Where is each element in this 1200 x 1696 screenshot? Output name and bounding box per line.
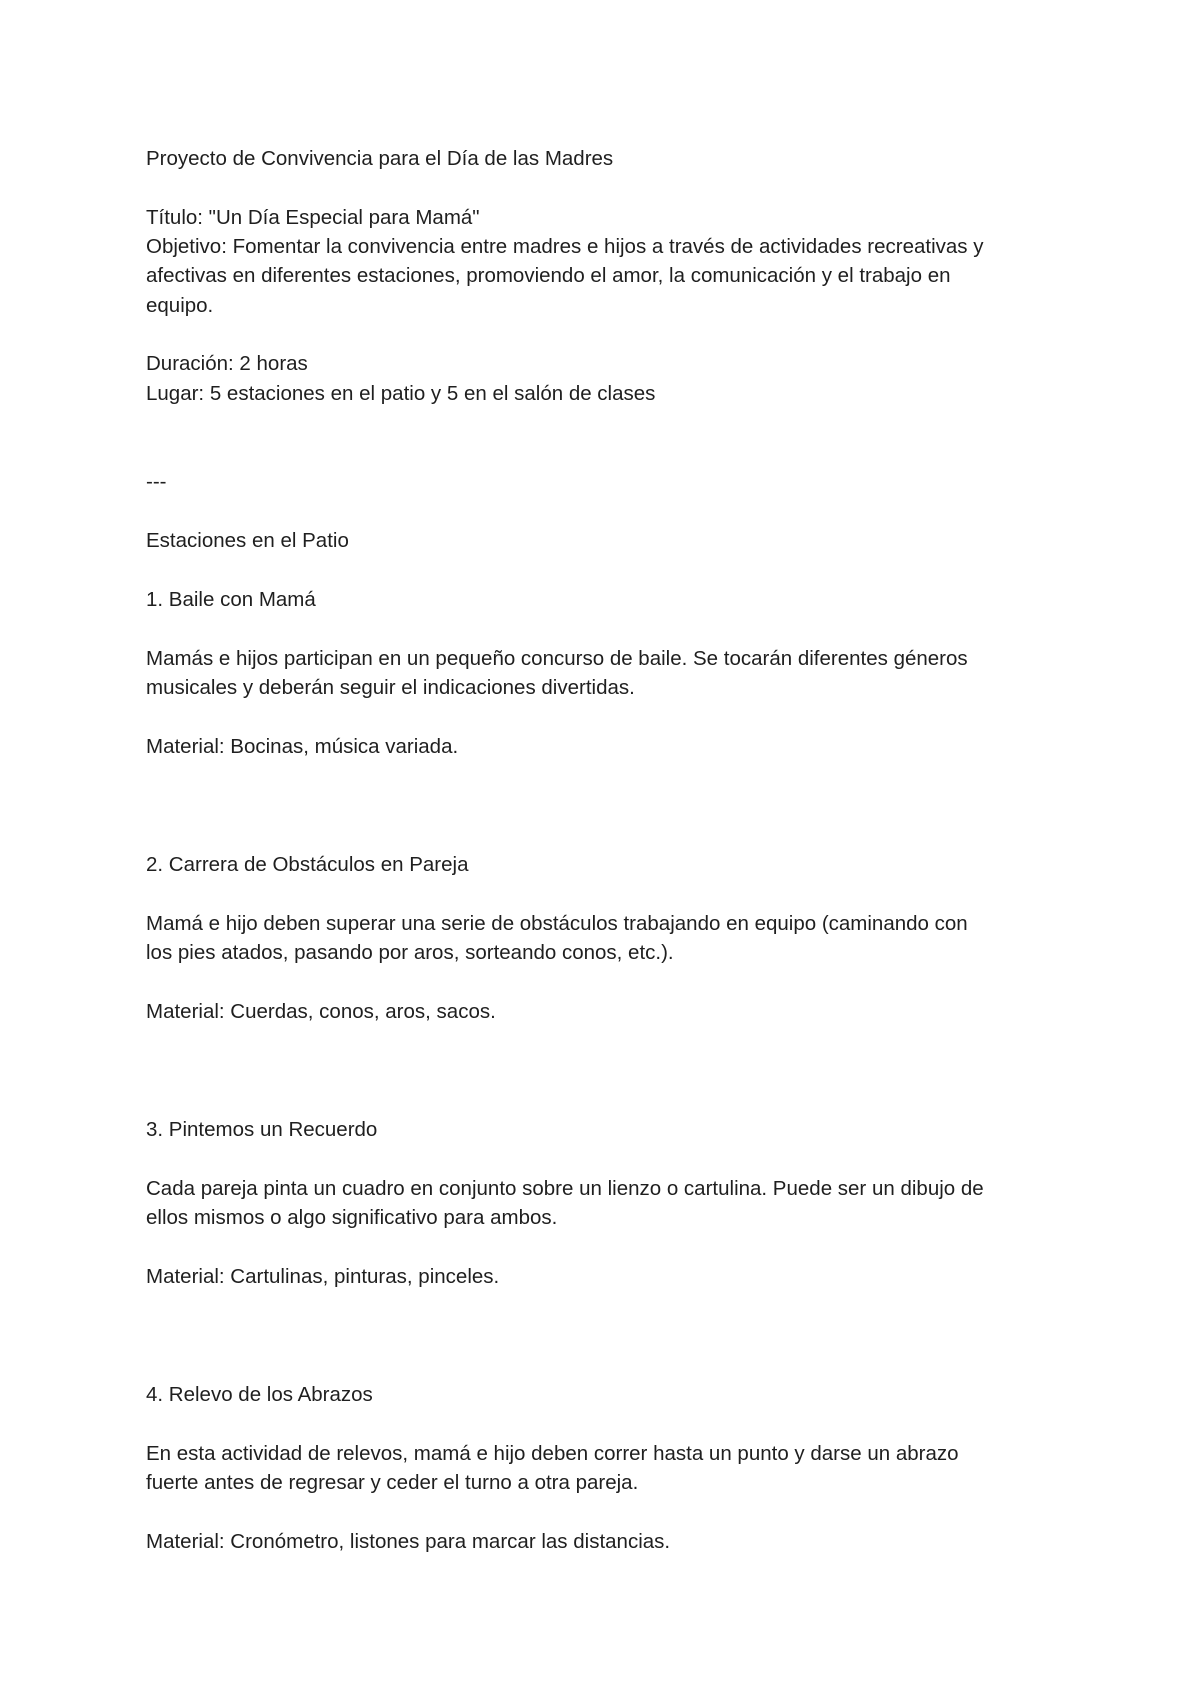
station-material: Material: Bocinas, música variada. bbox=[146, 735, 459, 758]
station-heading: 1. Baile con Mamá bbox=[146, 588, 316, 611]
section-heading: Estaciones en el Patio bbox=[146, 529, 349, 552]
station-material: Material: Cartulinas, pinturas, pinceles. bbox=[146, 1265, 500, 1288]
lugar-line: Lugar: 5 estaciones en el patio y 5 en el salón de clases bbox=[146, 382, 656, 405]
station-description-line: Mamá e hijo deben superar una serie de obstáculos trabajando en equipo (caminando con bbox=[146, 912, 968, 935]
station-heading: 2. Carrera de Obstáculos en Pareja bbox=[146, 853, 469, 876]
station-heading: 4. Relevo de los Abrazos bbox=[146, 1383, 373, 1406]
station-description-line: Mamás e hijos participan en un pequeño concurso de baile. Se tocarán diferentes géneros bbox=[146, 647, 968, 670]
station-material: Material: Cronómetro, listones para marcar las distancias. bbox=[146, 1530, 671, 1553]
station-heading: 3. Pintemos un Recuerdo bbox=[146, 1118, 378, 1141]
station-description-line: los pies atados, pasando por aros, sorteando conos, etc.). bbox=[146, 941, 674, 964]
station-description-line: ellos mismos o algo significativo para ambos. bbox=[146, 1206, 558, 1229]
station-description-line: musicales y deberán seguir el indicaciones divertidas. bbox=[146, 676, 635, 699]
station-description-line: fuerte antes de regresar y ceder el turno a otra pareja. bbox=[146, 1471, 639, 1494]
objetivo-line-1: Objetivo: Fomentar la convivencia entre madres e hijos a través de actividades recreativas y bbox=[146, 235, 984, 258]
objetivo-line-2: afectivas en diferentes estaciones, promoviendo el amor, la comunicación y el trabajo en bbox=[146, 264, 951, 287]
titulo-line: Título: "Un Día Especial para Mamá" bbox=[146, 206, 480, 229]
station-description-line: En esta actividad de relevos, mamá e hijo deben correr hasta un punto y darse un abrazo bbox=[146, 1442, 959, 1465]
document-title: Proyecto de Convivencia para el Día de las Madres bbox=[146, 147, 614, 170]
duracion-line: Duración: 2 horas bbox=[146, 352, 308, 375]
objetivo-line-3: equipo. bbox=[146, 294, 214, 317]
station-material: Material: Cuerdas, conos, aros, sacos. bbox=[146, 1000, 496, 1023]
separator: --- bbox=[146, 470, 167, 493]
station-description-line: Cada pareja pinta un cuadro en conjunto sobre un lienzo o cartulina. Puede ser un dibujo de bbox=[146, 1177, 984, 1200]
